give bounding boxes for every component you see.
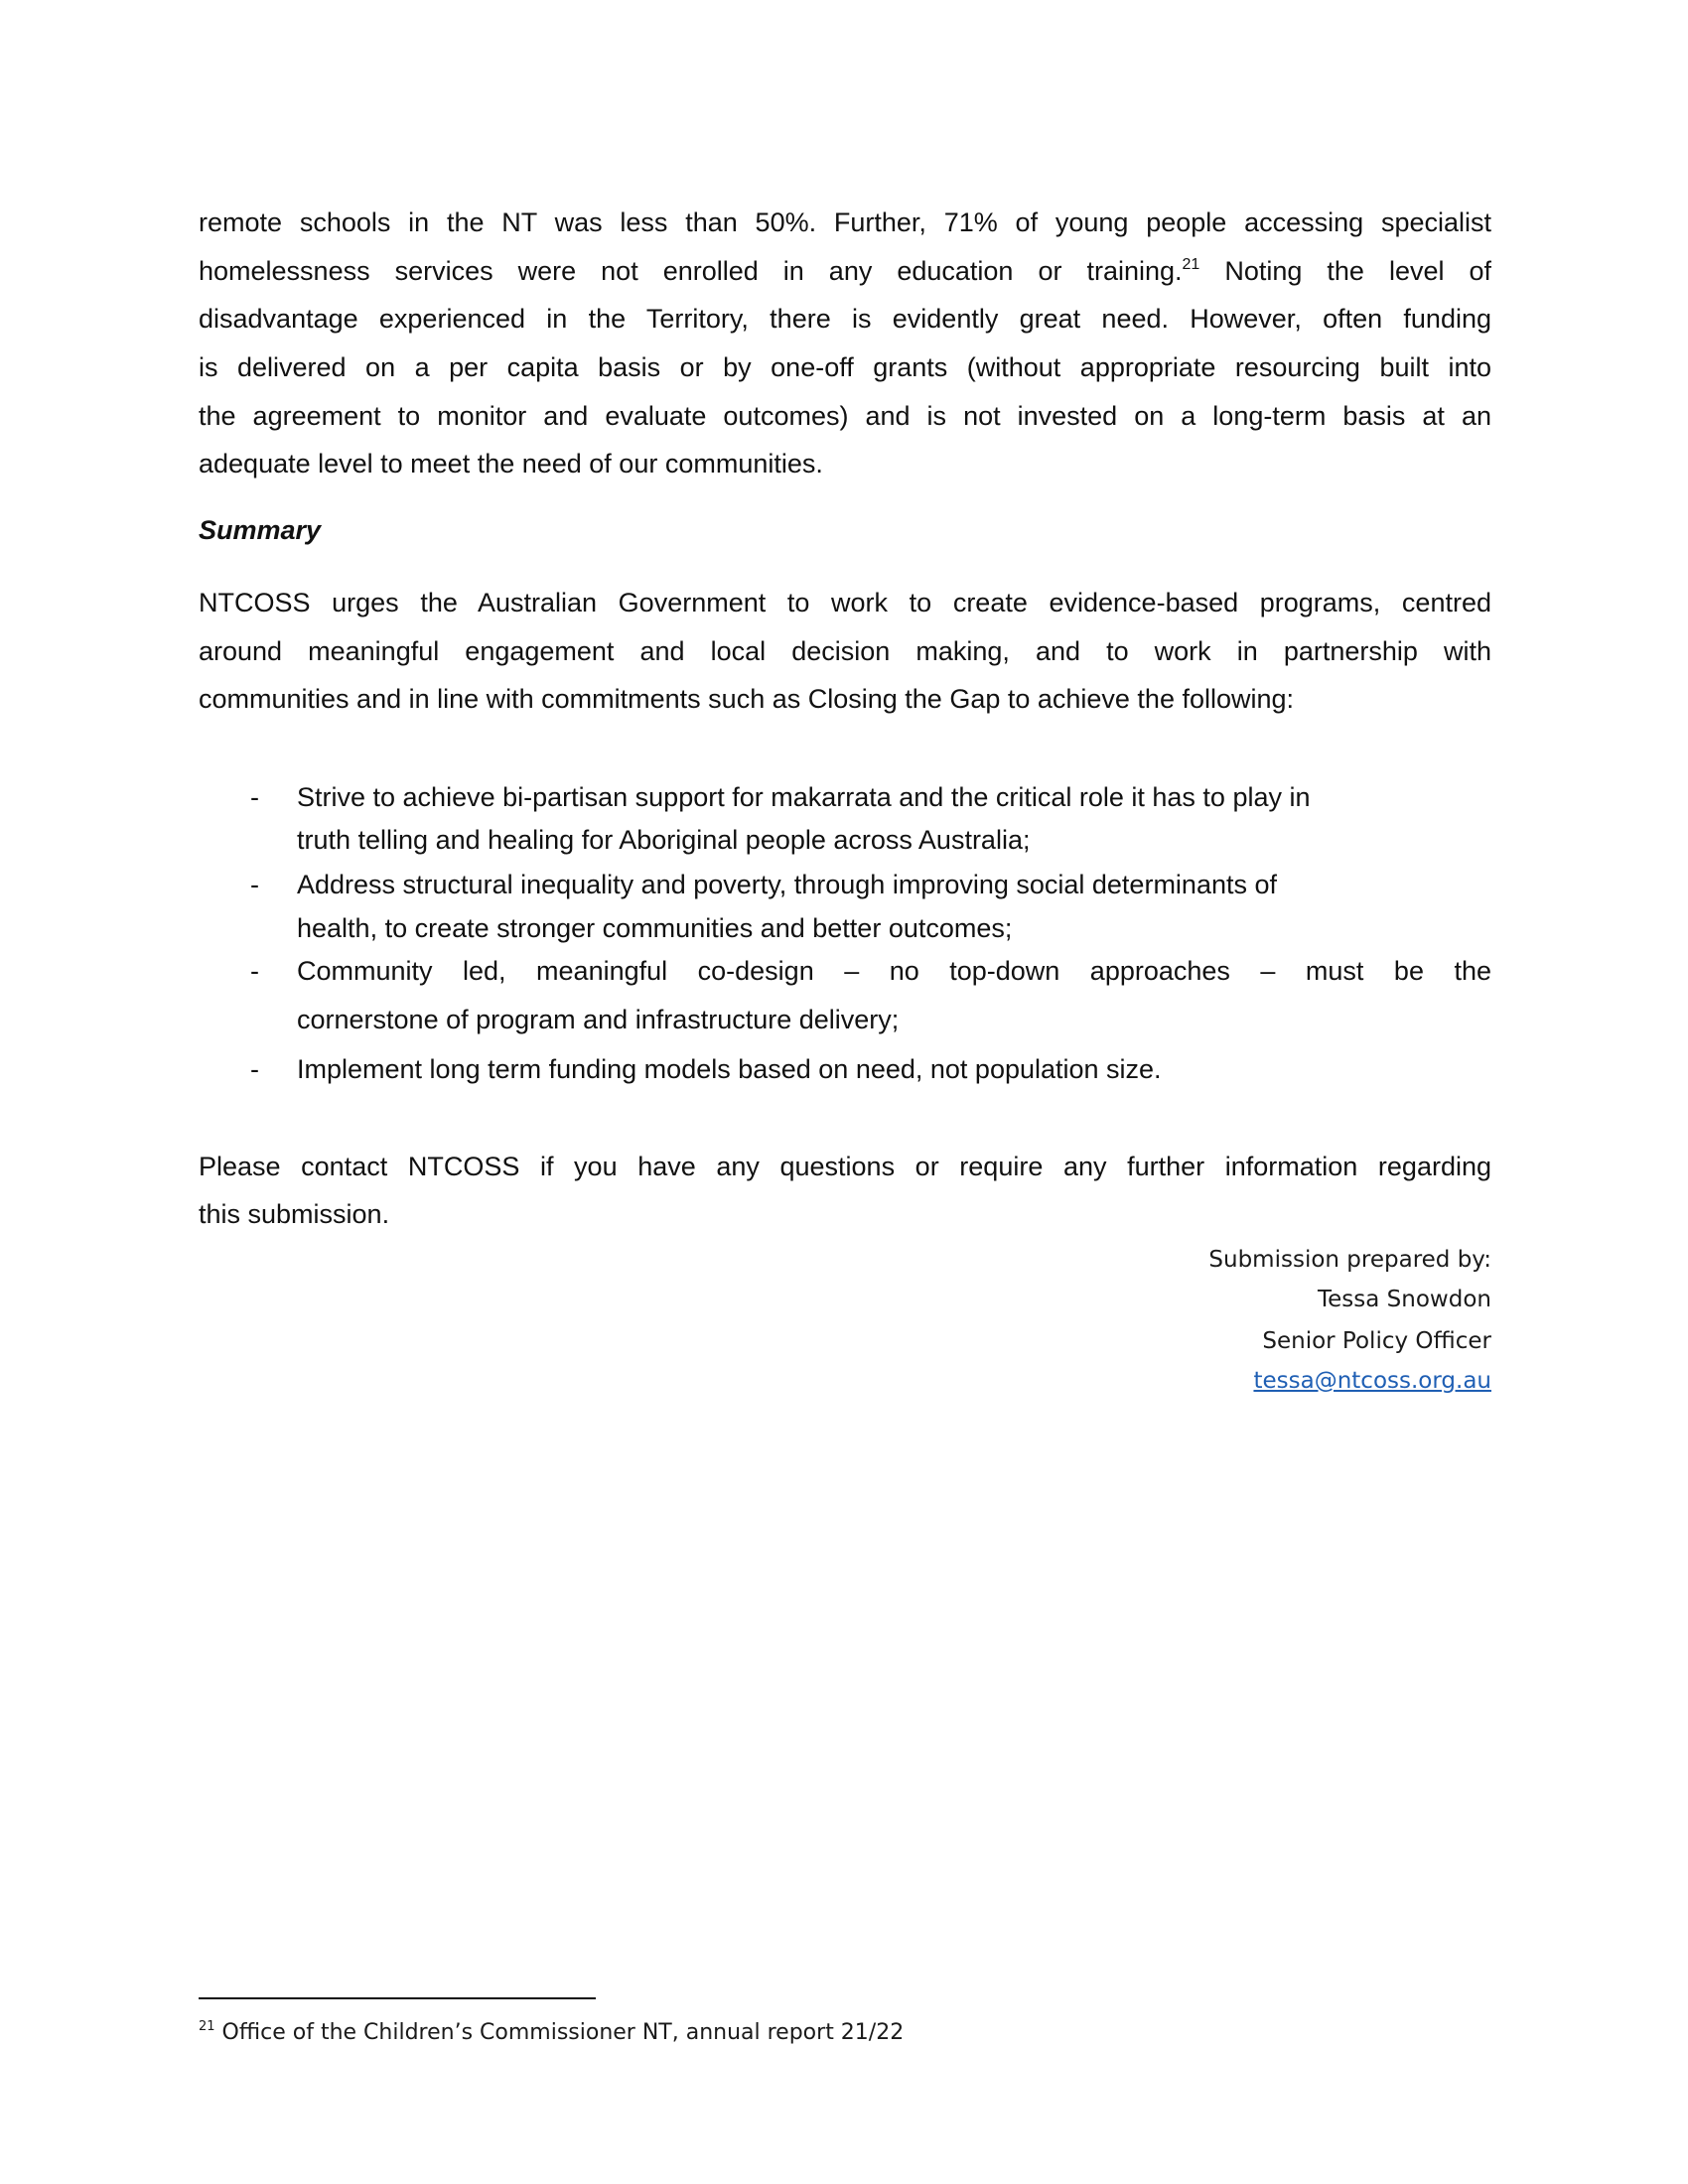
- paragraph-line: Please contact NTCOSS if you have any questions or require any further information regarding: [199, 1152, 1491, 1181]
- author-title: Senior Policy Officer: [1262, 1328, 1491, 1354]
- bullet-dash: -: [250, 956, 259, 986]
- paragraph-line: is delivered on a per capita basis or by one-off grants (without appropriate resourcing built into: [199, 352, 1491, 382]
- paragraph-line: NTCOSS urges the Australian Government to work to create evidence-based programs, centred: [199, 588, 1491, 617]
- list-item-line: health, to create stronger communities and better outcomes;: [297, 913, 1013, 943]
- list-item-line: Address structural inequality and poverty, through improving social determinants of: [297, 870, 1278, 899]
- author-email-line: [1253, 1361, 1491, 1401]
- paragraph-line: around meaningful engagement and local decision making, and to work in partnership with: [199, 636, 1491, 666]
- list-item-line: Strive to achieve bi-partisan support for makarrata and the critical role it has to play in: [297, 782, 1311, 812]
- bullet-dash: -: [250, 782, 259, 812]
- footnote-text: Office of the Children’s Commissioner NT, annual report 21/22: [221, 2020, 905, 2045]
- footnote-number: 21: [199, 2019, 215, 2034]
- paragraph-line: this submission.: [199, 1199, 390, 1229]
- bullet-dash: -: [250, 1054, 259, 1084]
- email-link[interactable]: tessa@ntcoss.org.au: [1253, 1368, 1491, 1394]
- paragraph-text: homelessness services were not enrolled in any education or training.: [199, 256, 1183, 286]
- footnote-separator: [199, 1997, 596, 1999]
- paragraph-line: remote schools in the NT was less than 50%. Further, 71% of young people accessing specialist: [199, 207, 1491, 237]
- paragraph-line: adequate level to meet the need of our communities.: [199, 449, 823, 478]
- author-name: Tessa Snowdon: [1318, 1287, 1491, 1312]
- list-item-line: cornerstone of program and infrastructure delivery;: [297, 1005, 900, 1034]
- footnote-reference[interactable]: 21: [1182, 256, 1200, 273]
- bullet-dash: -: [250, 870, 259, 899]
- paragraph-line: [199, 247, 1491, 295]
- prepared-by-label: Submission prepared by:: [1208, 1247, 1491, 1273]
- section-heading-summary: Summary: [199, 515, 322, 545]
- list-item-line: Implement long term funding models based on need, not population size.: [297, 1054, 1162, 1084]
- paragraph-line: disadvantage experienced in the Territory, there is evidently great need. However, often funding: [199, 304, 1491, 334]
- paragraph-line: the agreement to monitor and evaluate outcomes) and is not invested on a long-term basis at an: [199, 401, 1491, 431]
- list-item-line: Community led, meaningful co-design – no top-down approaches – must be the: [297, 956, 1491, 986]
- list-item-line: truth telling and healing for Aboriginal people across Australia;: [297, 825, 1031, 855]
- footnote: [199, 2015, 904, 2051]
- paragraph-text: Noting the level of: [1224, 256, 1491, 286]
- paragraph-line: communities and in line with commitments such as Closing the Gap to achieve the following:: [199, 684, 1295, 714]
